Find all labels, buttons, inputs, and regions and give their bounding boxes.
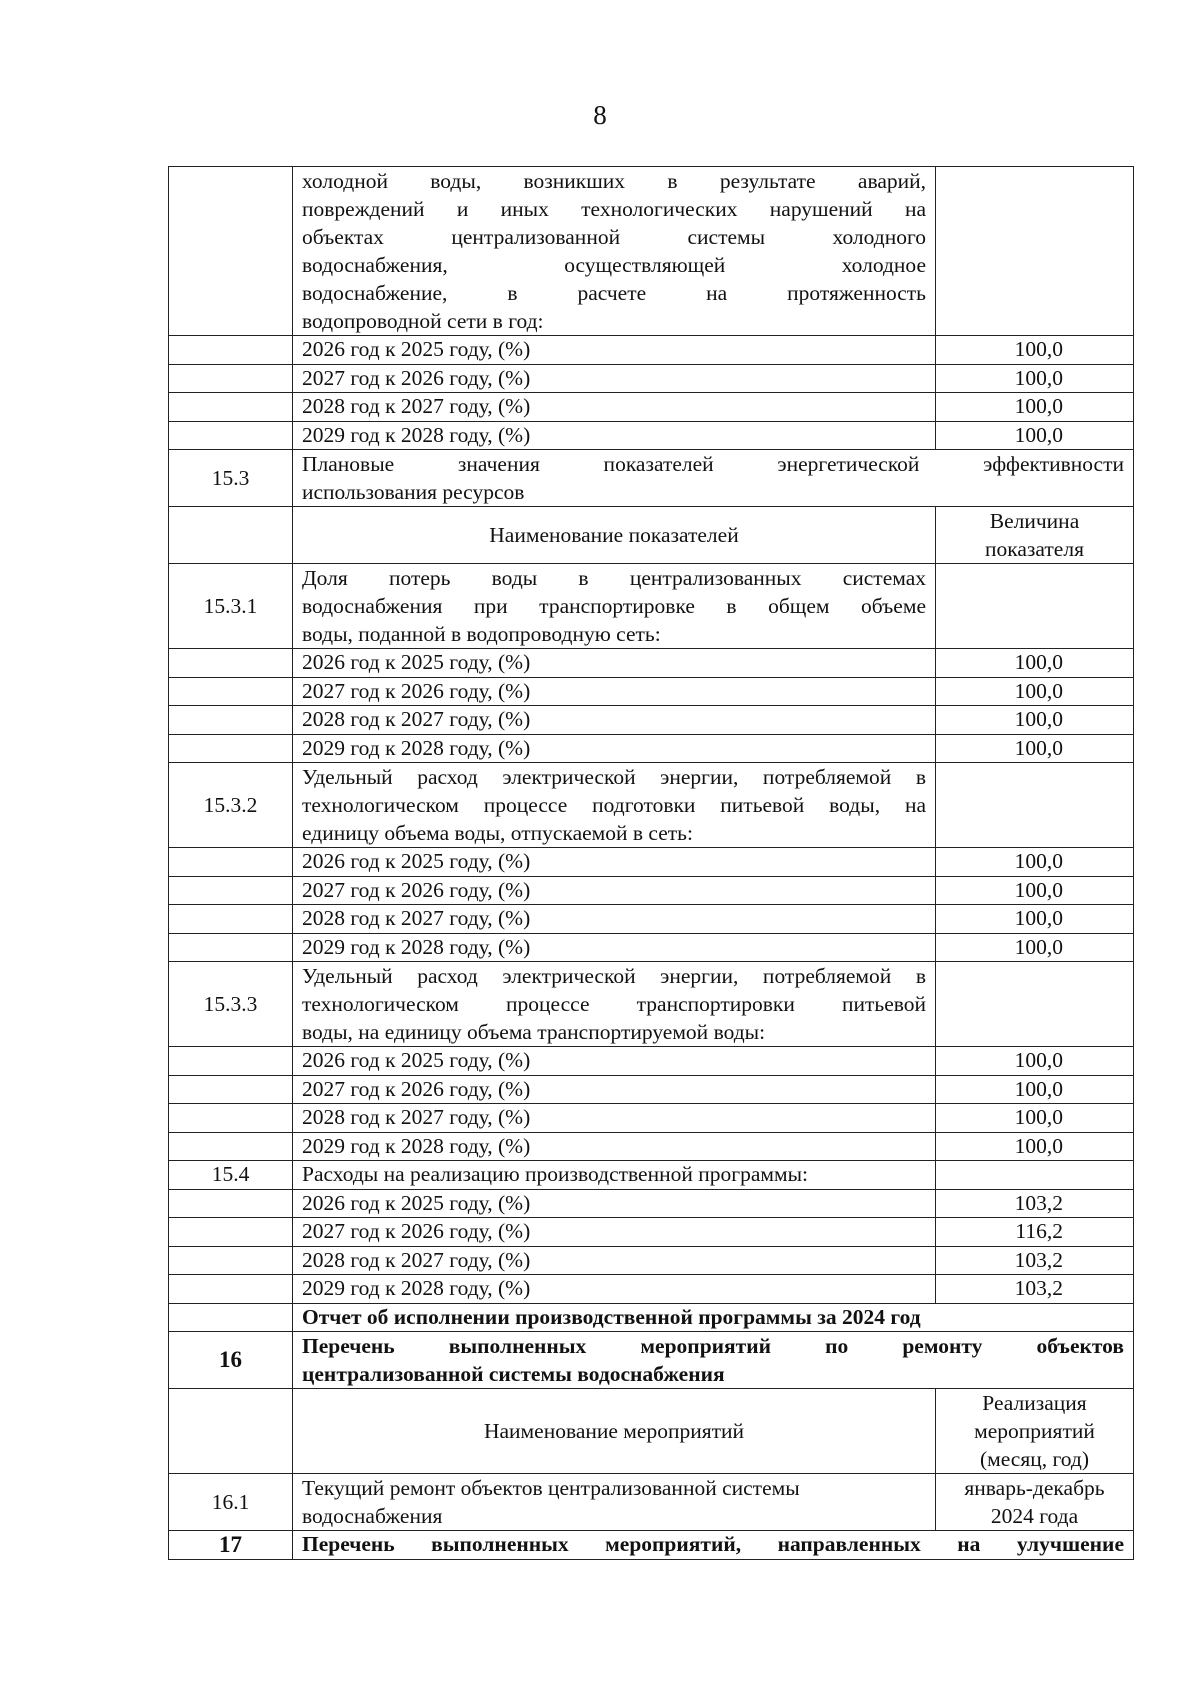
year-label: 2027 год к 2026 году, (%)	[293, 1218, 936, 1247]
table-row	[169, 1275, 1134, 1304]
year-label: 2028 год к 2027 году, (%)	[293, 1246, 936, 1275]
table-row	[169, 364, 1134, 393]
year-label: 2026 год к 2025 году, (%)	[293, 1047, 936, 1076]
row-number-cell	[169, 167, 293, 336]
section-title	[293, 450, 1134, 507]
section-row-15-3-1	[169, 564, 1134, 649]
text-line: 2024 года	[990, 1504, 1079, 1528]
year-value: 100,0	[936, 393, 1134, 422]
text-line: воды, поданной в водопроводную сеть:	[302, 622, 661, 646]
year-value: 103,2	[936, 1189, 1134, 1218]
row-number: 15.3.2	[169, 763, 293, 848]
year-value: 100,0	[936, 677, 1134, 706]
row-number: 15.3.3	[169, 962, 293, 1047]
row-number: 15.3.1	[169, 564, 293, 649]
year-value: 100,0	[936, 364, 1134, 393]
table-row	[169, 1246, 1134, 1275]
indicator-text	[293, 962, 936, 1047]
text-line: повреждений и иных технологических нарушений на	[302, 197, 926, 221]
section-row-15-3-2	[169, 763, 1134, 848]
page-number: 8	[593, 100, 607, 130]
text-line: водоснабжения, осуществляющей холодное	[302, 253, 926, 277]
year-label: 2028 год к 2027 году, (%)	[293, 905, 936, 934]
section-title: Расходы на реализацию производственной программы:	[293, 1161, 936, 1190]
text-line: технологическом процессе подготовки питьевой воды, на	[302, 793, 926, 817]
year-label: 2027 год к 2026 году, (%)	[293, 1075, 936, 1104]
table-row	[169, 1218, 1134, 1247]
text-line: Удельный расход электрической энергии, потребляемой в	[302, 765, 926, 789]
year-value: 100,0	[936, 1075, 1134, 1104]
indicator-text	[293, 564, 936, 649]
activity-period	[936, 1474, 1134, 1531]
row-number: 15.3	[169, 450, 293, 507]
text-line: Текущий ремонт объектов централизованной системы	[302, 1476, 800, 1500]
text-line: Удельный расход электрической энергии, потребляемой в	[302, 964, 926, 988]
table-row	[169, 1075, 1134, 1104]
year-label: 2029 год к 2028 году, (%)	[293, 1132, 936, 1161]
column-header-name: Наименование показателей	[293, 507, 936, 564]
year-value: 100,0	[936, 933, 1134, 962]
text-line: Перечень выполненных мероприятий, направленных на улучшение	[302, 1532, 1124, 1556]
year-label: 2028 год к 2027 году, (%)	[293, 393, 936, 422]
year-label: 2026 год к 2025 году, (%)	[293, 1189, 936, 1218]
year-value: 100,0	[936, 734, 1134, 763]
year-value: 100,0	[936, 905, 1134, 934]
year-label: 2027 год к 2026 году, (%)	[293, 364, 936, 393]
year-label: 2029 год к 2028 году, (%)	[293, 734, 936, 763]
text-line: единицу объема воды, отпускаемой в сеть:	[302, 821, 693, 845]
table-row	[169, 167, 1134, 336]
row-number: 17	[169, 1531, 293, 1560]
year-value: 100,0	[936, 1047, 1134, 1076]
text-line: Перечень выполненных мероприятий по ремонту объектов	[302, 1334, 1124, 1358]
text-line: холодной воды, возникших в результате аварий,	[302, 169, 926, 193]
section-row-15-3-3	[169, 962, 1134, 1047]
text-line: объектах централизованной системы холодного	[302, 225, 926, 249]
year-value: 100,0	[936, 876, 1134, 905]
table-row	[169, 706, 1134, 735]
value-cell	[936, 167, 1134, 336]
text-line: водоснабжения при транспортировке в общем объеме	[302, 594, 926, 618]
year-value: 100,0	[936, 706, 1134, 735]
table-row	[169, 677, 1134, 706]
year-label: 2028 год к 2027 году, (%)	[293, 1104, 936, 1133]
year-value: 116,2	[936, 1218, 1134, 1247]
section-row-17	[169, 1531, 1134, 1560]
year-label: 2026 год к 2025 году, (%)	[293, 649, 936, 678]
year-value: 100,0	[936, 848, 1134, 877]
year-value: 100,0	[936, 1132, 1134, 1161]
table-row	[169, 421, 1134, 450]
text-line: водоснабжение, в расчете на протяженность	[302, 281, 926, 305]
year-label: 2026 год к 2025 году, (%)	[293, 336, 936, 365]
section-row-16-1	[169, 1474, 1134, 1531]
year-value: 100,0	[936, 336, 1134, 365]
table-row	[169, 649, 1134, 678]
indicator-text	[293, 763, 936, 848]
table-row	[169, 1132, 1134, 1161]
indicators-table	[168, 166, 1134, 1560]
text-line: Доля потерь воды в централизованных системах	[302, 566, 926, 590]
table-row	[169, 876, 1134, 905]
column-header-value: Реализация мероприятий (месяц, год)	[936, 1389, 1134, 1474]
row-number: 16.1	[169, 1474, 293, 1531]
year-label: 2026 год к 2025 году, (%)	[293, 848, 936, 877]
year-value: 103,2	[936, 1246, 1134, 1275]
table-row	[169, 848, 1134, 877]
section-row-15-3	[169, 450, 1134, 507]
year-value: 100,0	[936, 421, 1134, 450]
year-value: 100,0	[936, 1104, 1134, 1133]
year-label: 2029 год к 2028 году, (%)	[293, 1275, 936, 1304]
report-title-row	[169, 1303, 1134, 1332]
table-row	[169, 393, 1134, 422]
text-line: технологическом процессе транспортировки питьевой	[302, 992, 926, 1016]
text-line: использования ресурсов	[302, 480, 525, 504]
text-line: водоснабжения	[302, 1504, 443, 1528]
section-title	[293, 1332, 1134, 1389]
table-row	[169, 1047, 1134, 1076]
table-row	[169, 905, 1134, 934]
table-row	[169, 933, 1134, 962]
table-row	[169, 734, 1134, 763]
year-value: 100,0	[936, 649, 1134, 678]
text-line: январь-декабрь	[964, 1476, 1105, 1500]
activity-text	[293, 1474, 936, 1531]
section-row-15-4	[169, 1161, 1134, 1190]
text-line: водопроводной сети в год:	[302, 309, 544, 333]
section-row-16	[169, 1332, 1134, 1389]
column-header-value: Величина показателя	[936, 507, 1134, 564]
column-header-row	[169, 507, 1134, 564]
section-title	[293, 1531, 1134, 1560]
year-label: 2027 год к 2026 году, (%)	[293, 876, 936, 905]
table-row	[169, 1189, 1134, 1218]
text-line: воды, на единицу объема транспортируемой воды:	[302, 1020, 766, 1044]
year-label: 2028 год к 2027 году, (%)	[293, 706, 936, 735]
intro-text-cell	[293, 167, 936, 336]
table-row	[169, 336, 1134, 365]
report-title: Отчет об исполнении производственной программы за 2024 год	[293, 1303, 1134, 1332]
year-label: 2029 год к 2028 году, (%)	[293, 933, 936, 962]
year-label: 2027 год к 2026 году, (%)	[293, 677, 936, 706]
text-line: Плановые значения показателей энергетической эффективности	[302, 452, 1124, 476]
text-line: централизованной системы водоснабжения	[302, 1362, 725, 1386]
column-header-row	[169, 1389, 1134, 1474]
column-header-name: Наименование мероприятий	[293, 1389, 936, 1474]
year-label: 2029 год к 2028 году, (%)	[293, 421, 936, 450]
row-number: 16	[169, 1332, 293, 1389]
table-row	[169, 1104, 1134, 1133]
year-value: 103,2	[936, 1275, 1134, 1304]
row-number: 15.4	[169, 1161, 293, 1190]
